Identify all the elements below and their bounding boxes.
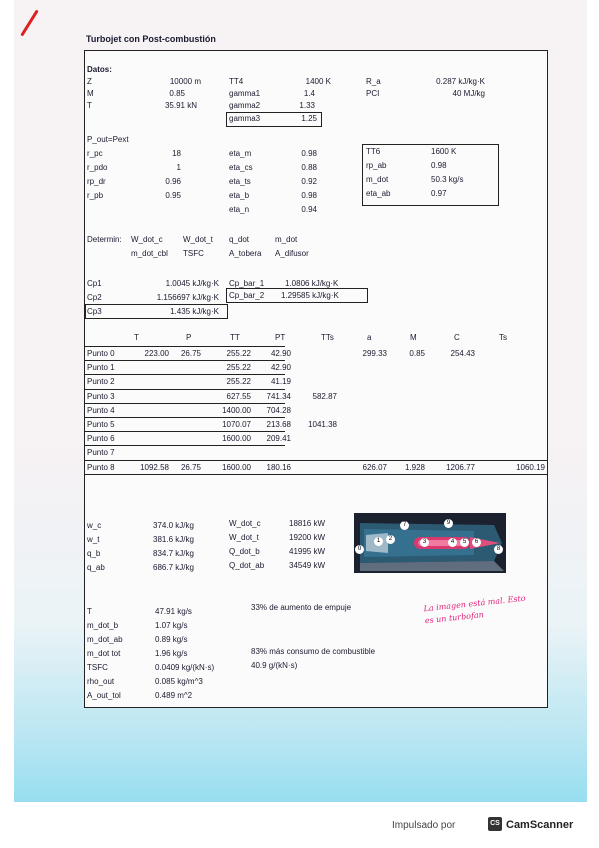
param-value: 0.98 [301,191,317,200]
table-cell-tt: 255.22 [226,349,251,358]
station-label: 9 [444,519,453,528]
row-divider [85,389,285,390]
station-label: 4 [448,538,457,547]
result-label: TSFC [87,663,108,672]
thrust-increase-note: 33% de aumento de empuje [251,603,352,612]
datos-value: 40 MJ/kg [452,89,485,98]
table-header: TT [230,333,240,342]
determine-label: Determin: [87,235,122,244]
work-value: 834.7 kJ/kg [153,549,194,558]
row-divider [85,403,285,404]
table-cell-tt: 1600.00 [222,434,251,444]
result-value: 1.07 kg/s [155,621,188,630]
table-cell-tts: 1041.38 [308,420,337,429]
table-cell-tt: 1600.00 [222,462,251,472]
param-label: r_pc [87,149,103,158]
datos-value: 10000 m [169,77,201,86]
table-row-label: Punto 6 [87,434,115,444]
work-label: q_ab [87,563,105,572]
table-cell-tt: 255.22 [226,377,251,387]
table-cell-ts: 1060.19 [516,462,545,472]
datos-label: M [87,89,94,98]
table-cell-pt: 42.90 [270,349,291,358]
cp-value: 1.29585 kJ/kg·K [281,291,339,300]
table-cell-m: 0.85 [409,349,425,358]
datos-label: TT4 [229,77,244,86]
result-value: 0.0409 kg/(kN·s) [155,663,215,672]
datos-label: gamma1 [229,89,261,98]
datos-value: 1400 K [305,77,331,86]
power-value: 19200 kW [289,533,326,542]
param-label: eta_ab [366,189,391,198]
row-divider [85,474,547,475]
work-value: 686.7 kJ/kg [153,563,194,572]
table-row-label: Punto 2 [87,377,115,387]
datos-value: 1.33 [299,101,315,110]
param-value: 0.98 [431,161,447,170]
table-header: TTs [321,333,334,342]
station-label: 0 [355,545,364,554]
param-label: r_pdo [87,163,108,172]
turbofan-diagram [354,513,506,573]
row-divider [85,417,285,418]
datos-label: Z [87,77,92,86]
datos-header: Datos: [87,65,112,74]
row-divider [85,431,285,432]
table-cell-pt: 704.28 [266,405,291,415]
power-value: 18816 kW [289,519,326,528]
document-title: Turbojet con Post-combustión [86,34,216,44]
camscanner-brand: CamScanner [506,819,574,831]
determine-item: q_dot [229,235,250,244]
datos-label: PCI [366,89,380,98]
table-row-label: Punto 8 [87,462,115,472]
table-row-label: Punto 1 [87,363,115,373]
result-label: T [87,607,92,616]
table-cell-pt: 209.41 [266,434,291,444]
table-cell-tts: 582.87 [312,391,337,401]
table-cell-t: 223.00 [144,349,169,358]
power-label: Q_dot_ab [229,561,265,570]
table-cell-t: 1092.58 [140,462,169,472]
row-divider [85,360,285,361]
result-label: m_dot_b [87,621,119,630]
power-label: Q_dot_b [229,547,260,556]
table-row-label: Punto 7 [87,448,115,458]
param-value: 0.94 [301,205,317,214]
table-cell-pt: 180.16 [266,462,291,472]
determine-item: W_dot_t [183,235,213,244]
param-value: 0.88 [301,163,317,172]
table-header: T [134,333,139,342]
param-value: 0.98 [301,149,317,158]
datos-label: gamma3 [229,114,261,123]
determine-item: A_difusor [275,249,309,258]
table-cell-p: 26.75 [180,462,201,472]
cp-label: Cp3 [87,307,102,316]
table-header: Ts [499,333,507,342]
result-value: 1.96 kg/s [155,649,188,658]
table-cell-pt: 41.19 [270,377,291,387]
table-header: PT [275,333,286,342]
param-label: eta_n [229,205,250,214]
work-label: w_t [87,535,100,544]
param-value: 0.97 [431,189,447,198]
cp-label: Cp_bar_1 [229,279,265,288]
table-cell-pt: 213.68 [266,420,291,429]
table-cell-tt: 1070.07 [222,420,251,429]
datos-value: 35.91 kN [164,101,197,110]
fuel-consumption-note: 83% más consumo de combustible [251,647,376,656]
param-label: r_pb [87,191,104,200]
cp-label: Cp2 [87,293,102,302]
station-label: 7 [400,521,409,530]
param-value: 1600 K [431,147,457,156]
handnote-line: La imagen está mal. Esto [423,593,526,614]
datos-value: 1.25 [301,114,317,123]
camscanner-logo-icon: CS [488,817,502,831]
table-cell-pt: 42.90 [270,363,291,373]
table-row-label: Punto 0 [87,349,115,358]
table-row-label: Punto 5 [87,420,115,429]
table-cell-a: 626.07 [362,462,387,472]
work-label: w_c [87,521,102,530]
table-header: P [186,333,192,342]
row-divider [85,445,285,446]
param-value: 1 [176,163,181,172]
tsfc-alt: 40.9 g/(kN·s) [251,661,298,670]
datos-value: 0.85 [169,89,185,98]
result-value: 47.91 kg/s [155,607,192,616]
param-label: m_dot [366,175,389,184]
power-label: W_dot_c [229,519,261,528]
param-value: 0.96 [165,177,181,186]
param-value: 18 [172,149,181,158]
row-divider [85,346,285,347]
param-label: TT6 [366,147,381,156]
table-cell-c: 254.43 [450,349,475,358]
table-cell-p: 26.75 [180,349,201,358]
station-label: 3 [420,538,429,547]
param-label: rp_ab [366,161,387,170]
determine-item: TSFC [183,249,204,258]
datos-value: 0.287 kJ/kg·K [436,77,485,86]
table-header: M [410,333,417,342]
row-divider [85,374,285,375]
result-label: m_dot tot [87,649,121,658]
cp-label: Cp1 [87,279,102,288]
result-value: 0.489 m^2 [155,691,193,700]
datos-label: T [87,101,92,110]
datos-value: 1.4 [303,89,315,98]
station-label: 6 [472,538,481,547]
work-value: 374.0 kJ/kg [153,521,194,530]
table-header: C [454,333,460,342]
table-row-label: Punto 4 [87,405,115,415]
result-label: rho_out [87,677,115,686]
station-label: 5 [460,538,469,547]
determine-item: m_dot [275,235,298,244]
param-label: eta_b [229,191,250,200]
table-cell-c: 1206.77 [446,462,475,472]
param-value: 0.95 [165,191,181,200]
table-cell-pt: 741.34 [266,391,291,401]
param-label: rp_dr [87,177,106,186]
powered-by-text: Impulsado por [392,820,456,831]
result-value: 0.085 kg/m^3 [155,677,203,686]
table-cell-tt: 1400.00 [222,405,251,415]
cp-value: 1.435 kJ/kg·K [170,307,219,316]
datos-label: gamma2 [229,101,261,110]
table-row-label: Punto 3 [87,391,115,401]
param-label: eta_cs [229,163,253,172]
param-label: eta_m [229,149,252,158]
power-label: W_dot_t [229,533,259,542]
station-label: 2 [386,535,395,544]
station-label: 8 [494,545,503,554]
row-divider [85,460,547,461]
table-header: a [367,333,372,342]
cp-value: 1.156697 kJ/kg·K [156,293,219,302]
table-cell-a: 299.33 [362,349,387,358]
cp-value: 1.0806 kJ/kg·K [285,279,339,288]
table-cell-tt: 627.55 [226,391,251,401]
work-label: q_b [87,549,101,558]
station-label: 1 [374,537,383,546]
cp-label: Cp_bar_2 [229,291,265,300]
param-label: eta_ts [229,177,251,186]
param-value: 0.92 [301,177,317,186]
determine-item: W_dot_c [131,235,163,244]
param-value: 50.3 kg/s [431,175,464,184]
handnote-line: es un turbofan [424,610,485,626]
result-label: m_dot_ab [87,635,123,644]
table-cell-m: 1.928 [404,462,425,472]
result-value: 0.89 kg/s [155,635,188,644]
table-cell-tt: 255.22 [226,363,251,373]
cp-value: 1.0045 kJ/kg·K [165,279,219,288]
pout-label: P_out=Pext [87,135,129,144]
determine-item: m_dot_cbl [131,249,168,258]
datos-label: R_a [366,77,381,86]
power-value: 41995 kW [289,547,326,556]
result-label: A_out_tol [87,691,121,700]
determine-item: A_tobera [229,249,262,258]
power-value: 34549 kW [289,561,326,570]
work-value: 381.6 kJ/kg [153,535,194,544]
